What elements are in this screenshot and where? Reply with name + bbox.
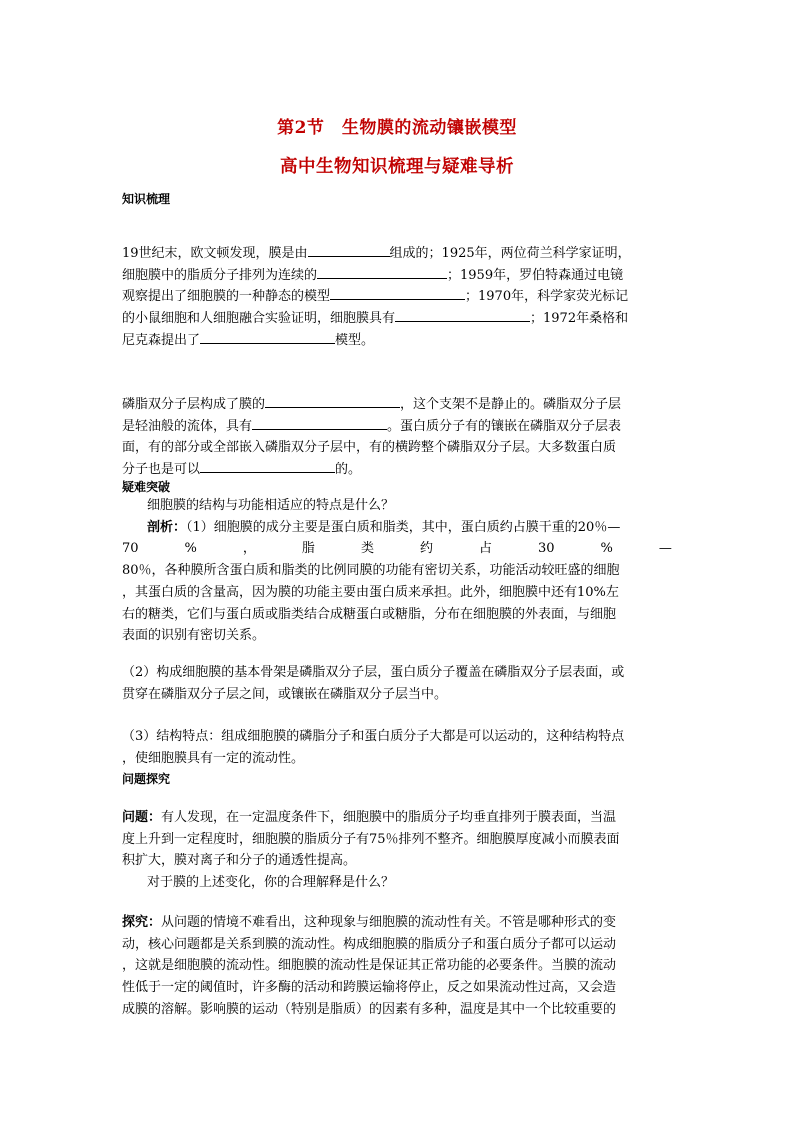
page-subtitle: 高中生物知识梳理与疑难导析 <box>280 157 514 177</box>
analysis-label: 剖析： <box>147 519 187 535</box>
page-title: 第2节 生物膜的流动镶嵌模型 <box>277 118 517 138</box>
text-line: ，这就是细胞膜的流动性。细胞膜的流动性是保证其正常功能的必要条件。当膜的流动 <box>122 958 617 974</box>
text-run: 30 <box>537 541 555 557</box>
text-run: ；1972年桑格和 <box>530 311 629 327</box>
justified-line <box>122 538 672 560</box>
text-run: 组成的；1925年，两位荷兰科学家证明， <box>389 246 631 261</box>
paragraph-history <box>122 243 672 352</box>
fill-blank <box>265 394 400 408</box>
inquiry-problem <box>122 807 672 894</box>
text-run: 占 <box>478 541 492 557</box>
fill-blank <box>252 416 387 430</box>
text-line: 80％，各种膜所含蛋白质和脂类的比例同膜的功能有密切关系，功能活动较旺盛的细胞 <box>122 563 620 579</box>
text-run: 脂 <box>301 541 315 557</box>
text-line: 贯穿在磷脂双分子层之间，或镶嵌在磷脂双分子层当中。 <box>122 686 448 702</box>
inquiry-explore <box>122 912 672 1021</box>
text-line: （3）结构特点：组成细胞膜的磷脂分子和蛋白质分子大都是可以运动的，这种结构特点 <box>122 729 625 744</box>
text-line: 右的糖类，它们与蛋白质或脂类结合成糖蛋白或糖脂，分布在细胞膜的外表面，与细胞 <box>122 606 617 622</box>
section-heading-inquiry: 问题探究 <box>122 772 171 786</box>
text-line: 积扩大，膜对离子和分子的通透性提高。 <box>122 853 357 869</box>
text-line: ，其蛋白质的含量高，因为膜的功能主要由蛋白质来承担。此外，细胞膜中还有10%左 <box>122 584 619 600</box>
text-run: 70 <box>122 541 139 557</box>
section-heading-difficulty: 疑难突破 <box>122 480 171 494</box>
difficulty-question: 细胞膜的结构与功能相适应的特点是什么？ <box>147 498 395 513</box>
text-run: ，这个支架不是静止的。磷脂双分子层 <box>400 397 622 412</box>
text-run: 从问题的情境不难看出，这种现象与细胞膜的流动性有关。不管是哪种形式的变 <box>161 915 617 930</box>
text-run: 约 <box>419 541 433 557</box>
text-line: （2）构成细胞膜的基本骨架是磷脂双分子层，蛋白质分子覆盖在磷脂双分子层表面，或 <box>122 665 625 680</box>
text-run: 观察提出了细胞膜的一种静态的模型 <box>122 289 331 305</box>
fill-blank <box>308 243 390 257</box>
text-run: 的。 <box>335 462 362 478</box>
difficulty-block <box>122 495 672 647</box>
text-line: 性低于一定的阈值时，许多酶的活动和跨膜运输将停止，反之如果流动性过高，又会造 <box>122 980 617 996</box>
fill-blank <box>330 286 465 300</box>
text-run: 尼克森提出了 <box>122 332 201 348</box>
paragraph-bilayer <box>122 394 672 481</box>
fill-blank <box>200 459 335 473</box>
text-run: ；1970年，科学家荧光标记 <box>465 289 629 305</box>
text-run: ；1959年，罗伯特森通过电镜 <box>447 267 624 283</box>
text-run: 类 <box>360 541 374 557</box>
text-run: 模型。 <box>335 332 375 348</box>
text-run: % <box>600 541 613 557</box>
text-line: 成膜的溶解。影响膜的运动（特别是脂质）的因素有多种，温度是其中一个比较重要的 <box>122 1001 617 1017</box>
text-line: 面，有的部分或全部嵌入磷脂双分子层中，有的横跨整个磷脂双分子层。大多数蛋白质 <box>122 440 617 456</box>
text-run: % <box>184 541 197 557</box>
text-run: ， <box>242 541 256 557</box>
text-run: 的小鼠细胞和人细胞融合实验证明，细胞膜具有 <box>122 311 396 327</box>
text-run: 有人发现，在一定温度条件下，细胞膜中的脂质分子均垂直排列于膜表面，当温 <box>161 810 617 825</box>
text-run: 磷脂双分子层构成了膜的 <box>122 397 266 412</box>
text-run: 是轻油般的流体，具有 <box>122 418 253 434</box>
fill-blank <box>200 330 335 344</box>
text-run: 19世纪末，欧文顿发现，膜是由 <box>122 246 308 261</box>
text-run: （1）细胞膜的成分主要是蛋白质和脂类，其中，蛋白质约占膜干重的20％— <box>186 519 621 535</box>
difficulty-point-2 <box>122 662 672 705</box>
text-line: 度上升到一定程度时，细胞膜的脂质分子有75％排列不整齐。细胞膜厚度减小而膜表面 <box>122 831 620 847</box>
problem-label: 问题： <box>122 810 162 825</box>
difficulty-point-3 <box>122 726 672 769</box>
section-heading-knowledge: 知识梳理 <box>122 192 171 206</box>
fill-blank <box>395 308 530 322</box>
fill-blank <box>317 265 447 279</box>
text-line: 动，核心问题都是关系到膜的流动性。构成细胞膜的脂质分子和蛋白质分子都可以运动 <box>122 936 617 952</box>
text-line: 表面的识别有密切关系。 <box>122 628 266 644</box>
text-run: 细胞膜中的脂质分子排列为连续的 <box>122 267 318 283</box>
text-run: 。蛋白质分子有的镶嵌在磷脂双分子层表 <box>387 418 622 434</box>
explore-label: 探究： <box>122 915 162 930</box>
text-run: — <box>658 541 672 557</box>
inquiry-question: 对于膜的上述变化，你的合理解释是什么？ <box>147 875 395 891</box>
text-run: 分子也是可以 <box>122 462 201 478</box>
text-line: ，使细胞膜具有一定的流动性。 <box>122 750 305 766</box>
